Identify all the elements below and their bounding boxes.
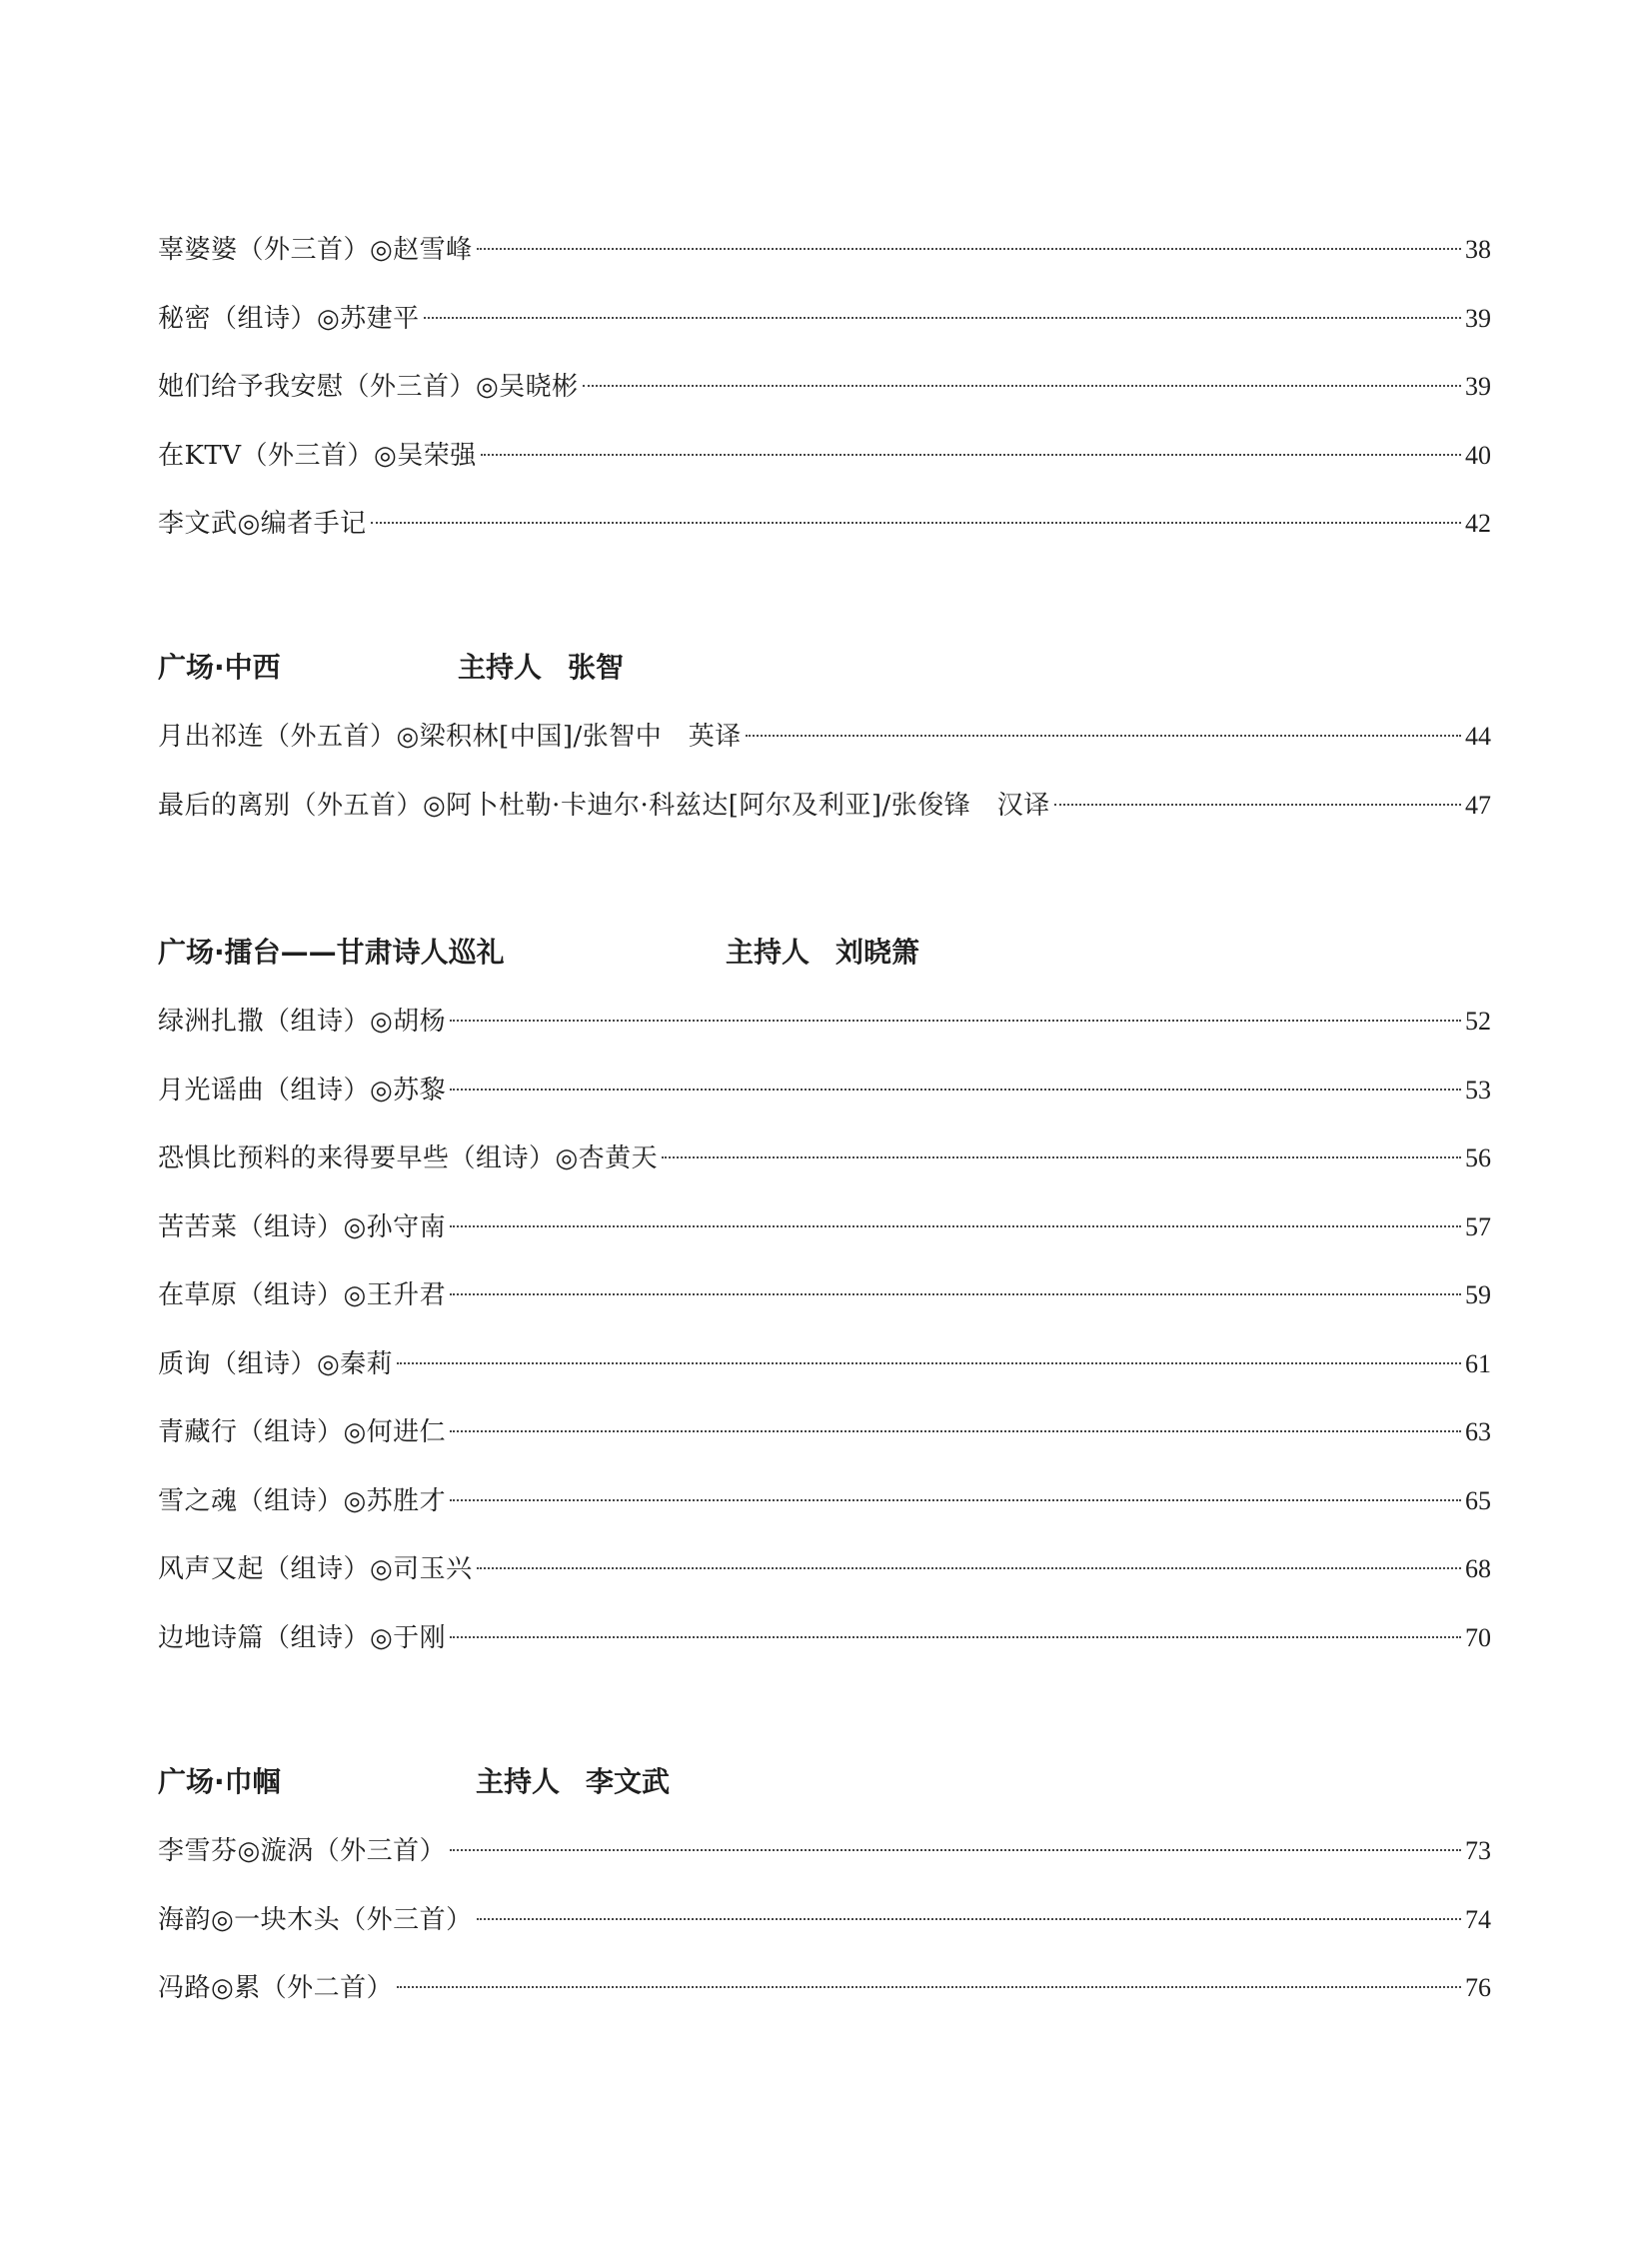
page-number: 53 <box>1465 1075 1491 1105</box>
toc-entry[interactable] <box>158 490 1491 559</box>
page-number: 59 <box>1465 1280 1491 1309</box>
entry-title: 辜婆婆（外三首）◎赵雪峰 <box>158 235 473 265</box>
toc-entry[interactable] <box>158 1535 1491 1604</box>
dot-leader <box>1054 804 1461 806</box>
section-header <box>158 633 1491 703</box>
toc-entry[interactable] <box>158 1467 1491 1536</box>
page-number: 76 <box>1465 1973 1491 2002</box>
dot-leader <box>450 1499 1461 1501</box>
dot-leader <box>477 1918 1461 1920</box>
page-number: 39 <box>1465 303 1491 333</box>
dot-leader <box>450 1293 1461 1295</box>
page-number: 73 <box>1465 1836 1491 1865</box>
dot-leader <box>481 454 1461 456</box>
toc-entry[interactable] <box>158 422 1491 491</box>
toc-entry[interactable] <box>158 285 1491 354</box>
section-name: 广场·中西 <box>158 651 281 684</box>
entry-title: 月出祁连（外五首）◎梁积林[中国]/张智中 英译 <box>158 722 742 752</box>
toc-entry[interactable] <box>158 353 1491 422</box>
page-number: 39 <box>1465 372 1491 401</box>
section-header <box>158 1747 1491 1817</box>
page-number: 65 <box>1465 1485 1491 1515</box>
toc-group-continued <box>158 216 1491 559</box>
entry-title: 恐惧比预料的来得要早些（组诗）◎杏黄天 <box>158 1143 659 1173</box>
entry-title: 质询（组诗）◎秦莉 <box>158 1348 394 1379</box>
entry-title: 在KTV（外三首）◎吴荣强 <box>158 440 477 471</box>
host-label: 主持人 <box>458 651 543 684</box>
dot-leader <box>450 1849 1461 1851</box>
section-name: 广场·擂台——甘肃诗人巡礼 <box>158 936 505 969</box>
dot-leader <box>371 522 1461 524</box>
dot-leader <box>477 1567 1461 1569</box>
page-number: 70 <box>1465 1622 1491 1652</box>
entry-title: 她们给予我安慰（外三首）◎吴晓彬 <box>158 372 579 402</box>
entry-title: 风声又起（组诗）◎司玉兴 <box>158 1554 473 1584</box>
dot-leader <box>583 385 1461 387</box>
dot-leader <box>746 735 1461 737</box>
page-number: 40 <box>1465 440 1491 470</box>
page-number: 68 <box>1465 1554 1491 1583</box>
dot-leader <box>450 1636 1461 1638</box>
page-number: 47 <box>1465 790 1491 820</box>
host-name: 李文武 <box>586 1765 671 1798</box>
toc-entry[interactable] <box>158 772 1491 841</box>
entry-title: 苦苦菜（组诗）◎孙守南 <box>158 1211 447 1242</box>
toc-section-zhongxi <box>158 633 1491 840</box>
host-name: 刘晓箫 <box>835 936 920 969</box>
entry-title: 海韵◎一块木头（外三首） <box>158 1904 473 1935</box>
toc-entry[interactable] <box>158 1057 1491 1125</box>
toc-entry[interactable] <box>158 1261 1491 1330</box>
dot-leader <box>450 1225 1461 1227</box>
toc-entry[interactable] <box>158 1604 1491 1673</box>
page-number: 61 <box>1465 1348 1491 1378</box>
page-number: 44 <box>1465 722 1491 751</box>
host-label: 主持人 <box>476 1765 561 1798</box>
entry-title: 最后的离别（外五首）◎阿卜杜勒·卡迪尔·科兹达[阿尔及利亚]/张俊锋 汉译 <box>158 790 1050 821</box>
page-number: 63 <box>1465 1417 1491 1446</box>
dot-leader <box>450 1020 1461 1022</box>
page-number: 74 <box>1465 1904 1491 1934</box>
toc-entry[interactable] <box>158 216 1491 285</box>
entry-title: 李雪芬◎漩涡（外三首） <box>158 1836 447 1866</box>
dot-leader <box>450 1430 1461 1432</box>
entry-title: 月光谣曲（组诗）◎苏黎 <box>158 1075 447 1106</box>
page-number: 38 <box>1465 235 1491 264</box>
entry-title: 秘密（组诗）◎苏建平 <box>158 303 420 334</box>
page-number: 57 <box>1465 1211 1491 1241</box>
toc-entry[interactable] <box>158 1817 1491 1886</box>
section-host <box>726 918 919 988</box>
toc-entry[interactable] <box>158 1954 1491 2023</box>
page-number: 56 <box>1465 1143 1491 1172</box>
entry-title: 李文武◎编者手记 <box>158 509 367 539</box>
page-number: 52 <box>1465 1007 1491 1036</box>
dot-leader <box>424 317 1461 319</box>
host-label: 主持人 <box>726 936 811 969</box>
toc-entry[interactable] <box>158 1330 1491 1399</box>
entry-title: 边地诗篇（组诗）◎于刚 <box>158 1622 447 1653</box>
host-name: 张智 <box>568 651 625 684</box>
toc-entry[interactable] <box>158 1398 1491 1467</box>
dot-leader <box>450 1089 1461 1091</box>
toc-entry[interactable] <box>158 1886 1491 1955</box>
page-number: 42 <box>1465 509 1491 538</box>
entry-title: 冯路◎累（外二首） <box>158 1973 394 2003</box>
section-name: 广场·巾帼 <box>158 1765 281 1798</box>
toc-entry[interactable] <box>158 988 1491 1057</box>
dot-leader <box>397 1362 1461 1364</box>
dot-leader <box>397 1986 1461 1988</box>
toc-entry[interactable] <box>158 1193 1491 1262</box>
toc-entry[interactable] <box>158 1124 1491 1193</box>
toc-section-leitai <box>158 918 1491 1672</box>
dot-leader <box>662 1156 1461 1158</box>
entry-title: 绿洲扎撒（组诗）◎胡杨 <box>158 1007 447 1037</box>
entry-title: 青藏行（组诗）◎何进仁 <box>158 1417 447 1447</box>
entry-title: 雪之魂（组诗）◎苏胜才 <box>158 1485 447 1516</box>
section-host <box>458 633 624 703</box>
entry-title: 在草原（组诗）◎王升君 <box>158 1280 447 1310</box>
section-host <box>476 1747 670 1817</box>
dot-leader <box>477 248 1461 250</box>
toc-section-jinguo <box>158 1747 1491 2023</box>
toc-entry[interactable] <box>158 703 1491 772</box>
section-header <box>158 918 1491 988</box>
